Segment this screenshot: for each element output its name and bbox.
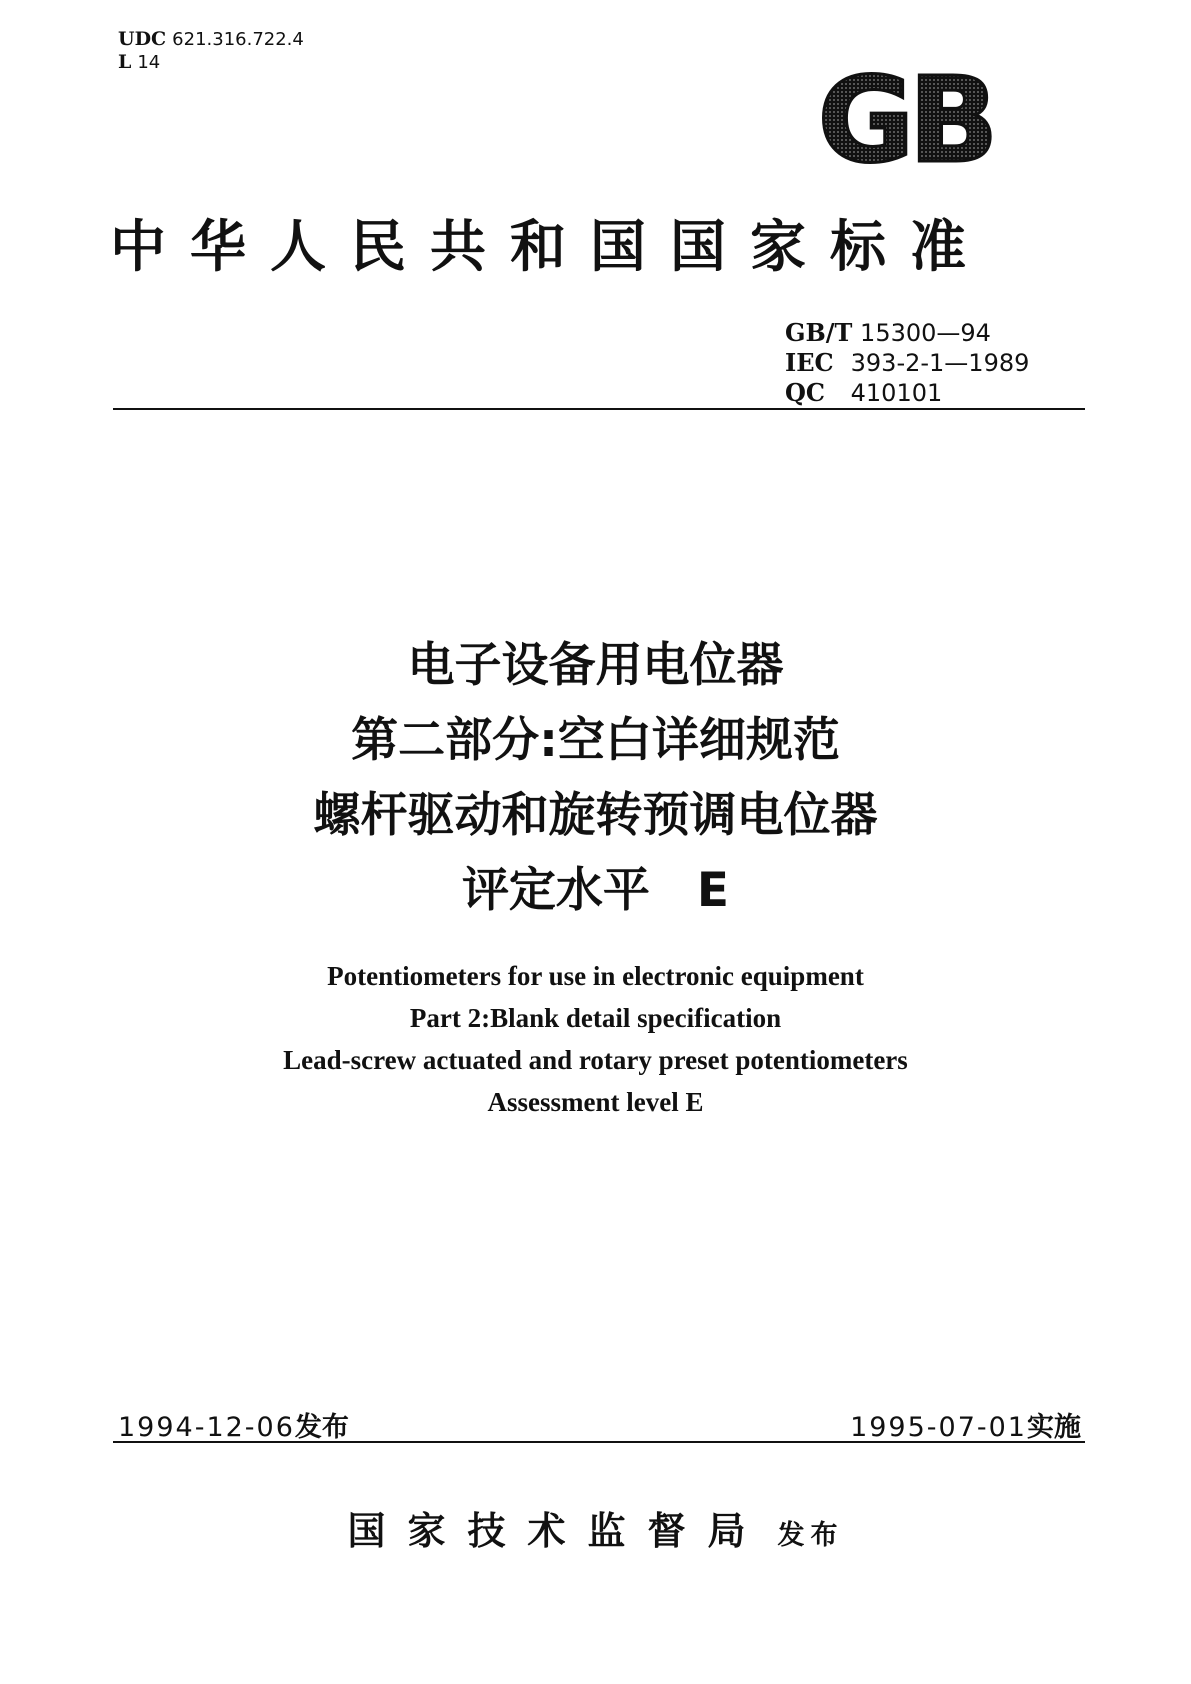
english-title-line: Potentiometers for use in electronic equipment (327, 961, 864, 991)
publisher-suffix: 发布 (777, 1520, 844, 1551)
code-gbt (785, 318, 1029, 348)
chinese-title-line: 评定水平 E (461, 863, 730, 918)
l-value: 14 (137, 52, 161, 73)
code-value: 15300—94 (860, 319, 991, 347)
chinese-title-line: 螺杆驱动和旋转预调电位器 (313, 788, 878, 843)
code-value: 393-2-1—1989 (850, 349, 1030, 377)
bottom-divider (113, 1441, 1085, 1443)
udc-label: UDC (118, 28, 167, 50)
issued-date-value: 1994-12-06 (118, 1412, 295, 1443)
top-divider (113, 408, 1085, 410)
l-line (118, 51, 304, 74)
english-title (0, 955, 1191, 1123)
udc-block (118, 28, 304, 74)
chinese-title-line: 第二部分:空白详细规范 (351, 713, 840, 768)
issued-date-suffix: 发布 (294, 1412, 349, 1443)
standard-codes (785, 318, 1029, 408)
l-label: L (118, 51, 132, 73)
effective-date-suffix: 实施 (1027, 1412, 1081, 1443)
english-title-line: Part 2:Blank detail specification (409, 1003, 782, 1033)
publisher (0, 1500, 1191, 1555)
gb-logo (800, 58, 1010, 178)
code-label: QC (785, 378, 826, 407)
code-value: 410101 (850, 379, 943, 407)
code-label: IEC (785, 348, 834, 377)
chinese-title (0, 628, 1191, 928)
code-label: GB/T (785, 318, 853, 347)
publisher-name: 国家技术监督局 (347, 1508, 768, 1553)
national-standard-heading: 中华人民共和国国家标准 (110, 214, 990, 280)
effective-date (850, 1405, 1081, 1444)
udc-line (118, 28, 304, 51)
issued-date (118, 1405, 349, 1444)
effective-date-value: 1995-07-01 (850, 1412, 1027, 1443)
english-title-line: Assessment level E (487, 1087, 704, 1117)
udc-value: 621.316.722.4 (172, 29, 304, 50)
gb-logo-text: GB (817, 58, 993, 178)
code-qc (785, 378, 1029, 408)
chinese-title-line: 电子设备用电位器 (407, 638, 784, 693)
english-title-line: Lead-screw actuated and rotary preset potentiometers (283, 1045, 908, 1075)
code-iec (785, 348, 1029, 378)
